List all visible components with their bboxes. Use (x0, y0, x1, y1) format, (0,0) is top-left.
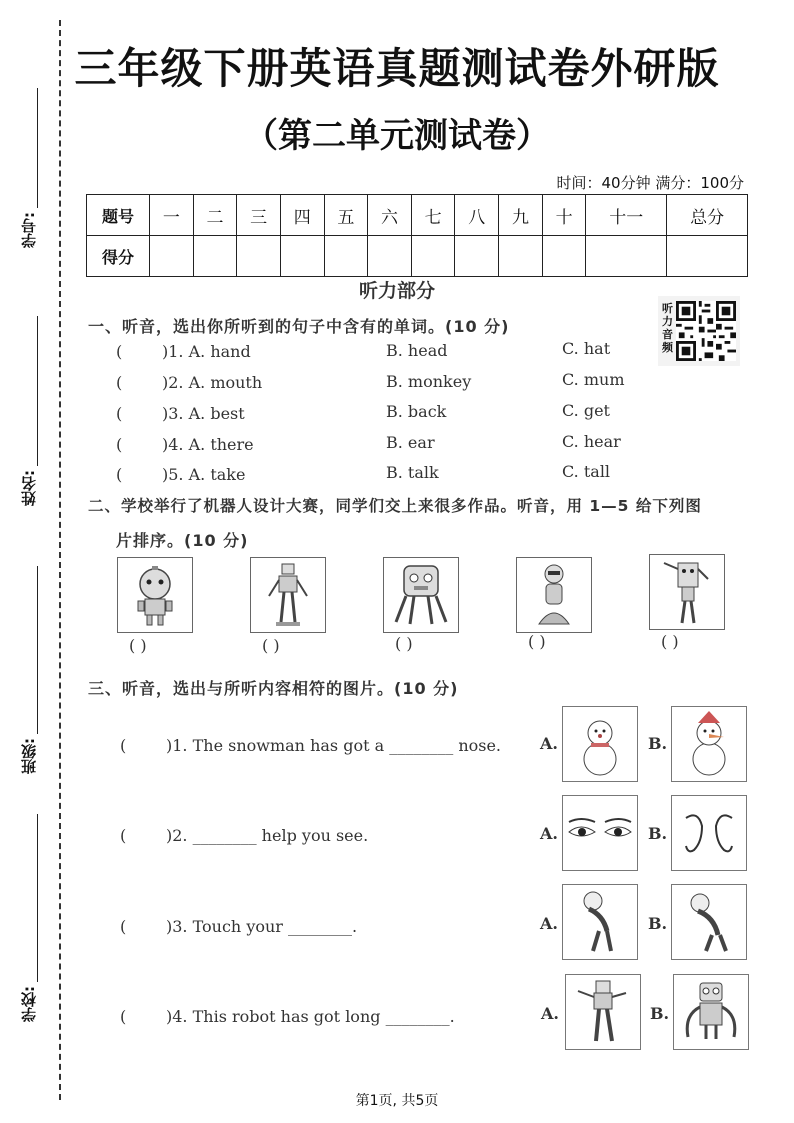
qr-code-icon[interactable] (676, 300, 736, 362)
answer-paren[interactable]: ( (116, 465, 123, 484)
option-b: B. ear (386, 433, 435, 452)
time-info: 时间：40分钟 满分：100分 (556, 174, 744, 192)
score-cell: 十一 (586, 195, 667, 236)
answer-paren[interactable]: ( (120, 736, 127, 755)
option-b: B. head (386, 341, 448, 360)
score-cell: 七 (411, 195, 455, 236)
option-b-letter: B. (650, 1004, 670, 1023)
option-a-letter: A. (541, 1004, 559, 1023)
page-title: 三年级下册英语真题测试卷外研版 (74, 44, 720, 93)
page-subtitle: （第二单元测试卷） (244, 116, 550, 156)
option-c: C. hear (562, 432, 621, 451)
robot-answer-blank[interactable]: ( ) (262, 636, 280, 655)
robot-round-head-picture (117, 557, 193, 633)
monkey-icon (563, 885, 637, 959)
question-text: )3. Touch your ________. (166, 917, 358, 936)
section3-heading: 三、听音，选出与所听内容相符的图片。(10 分) (88, 679, 459, 698)
score-cell: 二 (193, 195, 237, 236)
answer-paren[interactable]: ( (116, 435, 123, 454)
score-cell: 总分 (667, 195, 748, 236)
robot-tall-icon (650, 555, 724, 629)
listening-section-title: 听力部分 (358, 280, 435, 302)
option-c: C. mum (562, 370, 625, 389)
question-text: )4. This robot has got long ________. (166, 1007, 455, 1026)
robot-wheel-icon (517, 558, 591, 632)
score-input-cell[interactable] (368, 236, 412, 277)
option-a: )4. A. there (162, 435, 254, 454)
section2-heading-line1: 二、学校举行了机器人设计大赛，同学们交上来很多作品。听音，用 1—5 给下列图 (88, 497, 702, 515)
qr-label: 听力音频 (662, 302, 673, 354)
score-cell: 九 (499, 195, 543, 236)
option-b: B. back (386, 402, 447, 421)
question-text: )2. ________ help you see. (166, 826, 369, 845)
robot-thin-icon (251, 558, 325, 632)
robot-answer-blank[interactable]: ( ) (395, 634, 413, 653)
student-no-label: 学号: (20, 212, 38, 248)
ears-icon (672, 796, 746, 870)
option-b: B. monkey (386, 372, 472, 391)
robot-answer-blank[interactable]: ( ) (661, 632, 679, 651)
score-cell: 三 (237, 195, 281, 236)
answer-paren[interactable]: ( (116, 342, 123, 361)
option-b-letter: B. (648, 914, 668, 933)
binding-dashed-line (59, 20, 61, 1100)
answer-paren[interactable]: ( (116, 404, 123, 423)
option-c: C. get (562, 401, 610, 420)
snowman-b-picture[interactable] (671, 706, 747, 782)
class-underline (37, 566, 38, 734)
score-input-cell[interactable] (499, 236, 543, 277)
robot-round-head-icon (118, 558, 192, 632)
option-a: )5. A. take (162, 465, 246, 484)
option-b-letter: B. (648, 824, 668, 843)
robot-wheel-picture (516, 557, 592, 633)
robot-spider-icon (384, 558, 458, 632)
robot-long-legs-icon (566, 975, 640, 1049)
score-input-cell[interactable] (193, 236, 237, 277)
score-input-cell[interactable] (455, 236, 499, 277)
snowman-a-picture[interactable] (562, 706, 638, 782)
option-a-letter: A. (540, 914, 558, 933)
option-a-letter: A. (540, 824, 558, 843)
score-row-label: 得分 (87, 236, 150, 277)
section2-heading-line2: 片排序。(10 分) (116, 531, 249, 550)
eyes-icon (563, 796, 637, 870)
score-input-cell[interactable] (280, 236, 324, 277)
school-underline (37, 814, 38, 982)
option-c: C. tall (562, 462, 611, 481)
snowman-icon (563, 707, 637, 781)
option-a: )2. A. mouth (162, 373, 263, 392)
option-a: )1. A. hand (162, 342, 251, 361)
name-label: 姓名: (20, 470, 38, 506)
answer-paren[interactable]: ( (120, 826, 127, 845)
robot-long-arms-icon (674, 975, 748, 1049)
score-cell: 一 (150, 195, 194, 236)
name-underline (37, 316, 38, 466)
score-table-header-row (87, 195, 748, 236)
option-b-letter: B. (648, 734, 668, 753)
robot-answer-blank[interactable]: ( ) (129, 636, 147, 655)
answer-paren[interactable]: ( (116, 373, 123, 392)
robot-thin-picture (250, 557, 326, 633)
score-table (86, 194, 748, 277)
score-input-cell[interactable] (542, 236, 586, 277)
robot-long-legs-picture[interactable] (565, 974, 641, 1050)
section1-heading: 一、听音，选出你所听到的句子中含有的单词。(10 分) (88, 317, 510, 336)
ears-picture[interactable] (671, 795, 747, 871)
option-a: )3. A. best (162, 404, 245, 423)
score-input-cell[interactable] (237, 236, 281, 277)
score-cell: 十 (542, 195, 586, 236)
answer-paren[interactable]: ( (120, 917, 127, 936)
score-cell: 六 (368, 195, 412, 236)
robot-tall-picture (649, 554, 725, 630)
robot-spider-picture (383, 557, 459, 633)
score-input-cell[interactable] (667, 236, 748, 277)
score-input-cell[interactable] (324, 236, 368, 277)
robot-answer-blank[interactable]: ( ) (528, 632, 546, 651)
monkey-touch-knee-picture[interactable] (562, 884, 638, 960)
score-table-score-row (87, 236, 748, 277)
page-number: 第1页, 共5页 (355, 1093, 439, 1109)
answer-paren[interactable]: ( (120, 1007, 127, 1026)
monkey-touch-foot-picture[interactable] (671, 884, 747, 960)
score-input-cell[interactable] (150, 236, 194, 277)
score-cell: 八 (455, 195, 499, 236)
score-input-cell[interactable] (411, 236, 455, 277)
class-label: 班级: (20, 738, 38, 774)
snowman-carrot-nose-icon (672, 707, 746, 781)
option-c: C. hat (562, 339, 611, 358)
score-input-cell[interactable] (586, 236, 667, 277)
option-b: B. talk (386, 463, 439, 482)
robot-long-arms-picture[interactable] (673, 974, 749, 1050)
option-a-letter: A. (540, 734, 558, 753)
school-label: 学校: (20, 986, 38, 1022)
score-cell: 四 (280, 195, 324, 236)
eyes-picture[interactable] (562, 795, 638, 871)
question-text: )1. The snowman has got a ________ nose. (166, 736, 502, 755)
monkey-icon (672, 885, 746, 959)
score-cell: 五 (324, 195, 368, 236)
score-cell: 题号 (87, 195, 150, 236)
